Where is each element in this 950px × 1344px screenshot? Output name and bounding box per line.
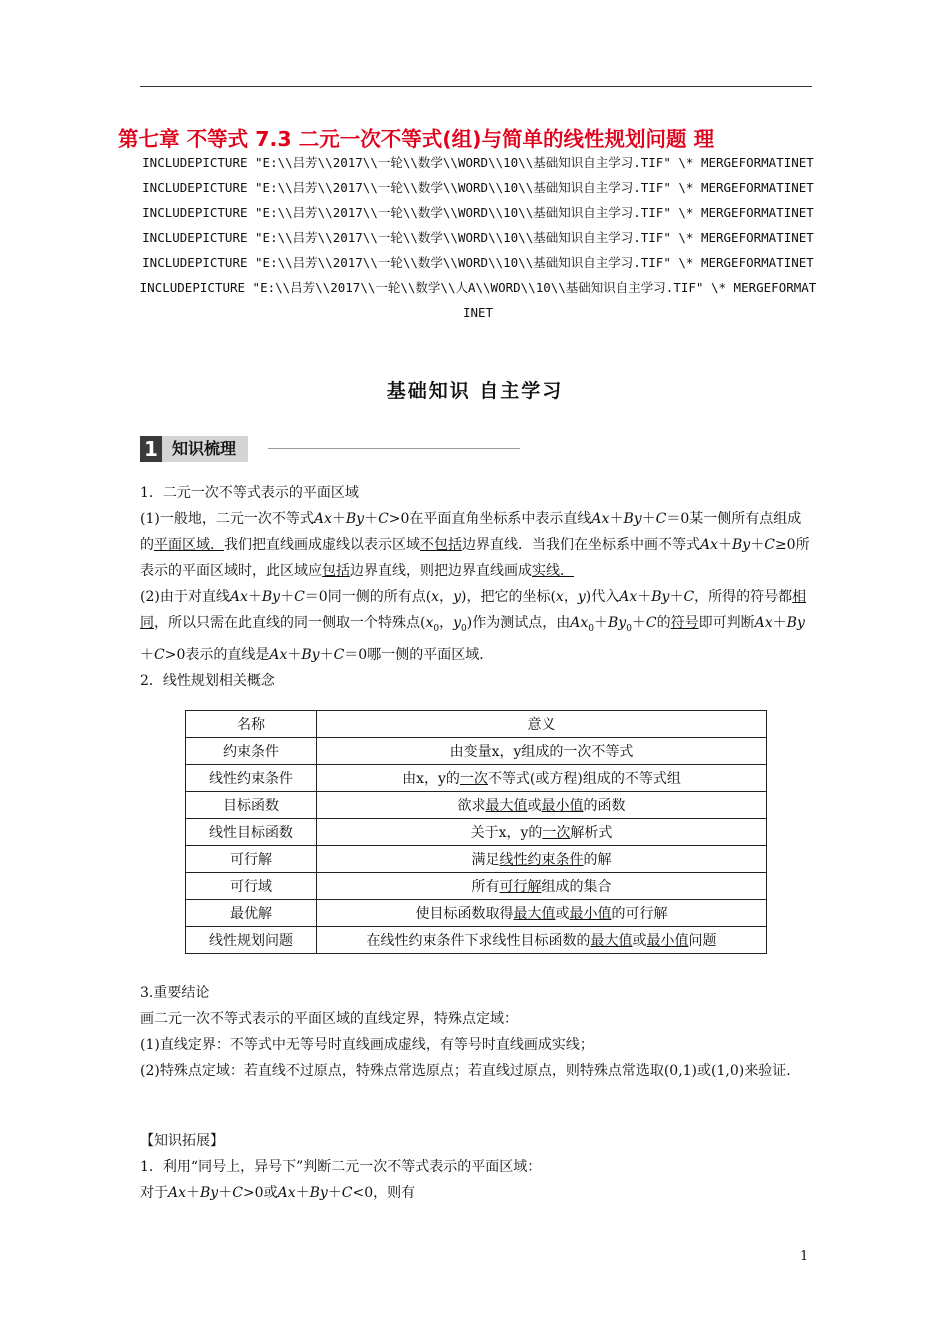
extension-heading: 【知识拓展】 (140, 1133, 224, 1149)
column-header-meaning: 意义 (317, 711, 767, 738)
table-row: 约束条件 由变量x，y组成的一次不等式 (186, 738, 767, 765)
table-row: 可行域 所有可行解组成的集合 (186, 873, 767, 900)
table-header-row (186, 711, 767, 738)
page-number: 1 (800, 1249, 809, 1264)
concepts-table (185, 710, 767, 954)
table-row: 线性规划问题 在线性约束条件下求线性目标函数的最大值或最小值问题 (186, 927, 767, 954)
includepicture-field-codes: INCLUDEPICTURE "E:\\吕芳\\2017\\一轮\\数学\\WORD\\10\\基础知识自主学习.TIF" \* MERGEFORMATINET INCLUDEPICTURE "E:\\吕芳\\2017\\一轮\\数学\\WORD\\10\\基础知识自主学习.TIF" \* MERGEFORMATINET INCLUDEPICTURE "E:\\吕芳\\2017\\一轮\\数学\\WORD\\10\\基础知识自主学习.TIF" \* MERGEFORMATINET INCLUDEPICTURE "E:\\吕芳\\2017\\一轮\\数学\\WORD\\10\\基础知识自主学习.TIF" \* MERGEFORMATINET INCLUDEPICTURE "E:\\吕芳\\2017\\一轮\\数学\\WORD\\10\\基础知识自主学习.TIF" \* MERGEFORMATINET INCLUDEPICTURE "E:\\吕芳\\2017\\一轮\\数学\\人A\\WORD\\10\\基础知识自主学习.TIF" \* MERGEFORMATINET (139, 155, 817, 320)
section-1-heading: 1．二元一次不等式表示的平面区域 (140, 485, 359, 501)
section-3-line-3: (2)特殊点定域：若直线不过原点，特殊点常选原点；若直线过原点，则特殊点常选取(0,1)或(1,0)来验证． (140, 1063, 801, 1079)
section-3 (140, 980, 812, 1084)
table-row: 目标函数 欲求最大值或最小值的函数 (186, 792, 767, 819)
section-2-heading: 2．线性规划相关概念 (140, 672, 275, 689)
knowledge-block-header (140, 436, 530, 462)
document-title: 第七章 不等式 7.3 二元一次不等式(组)与简单的线性规划问题 理 (118, 127, 715, 151)
section-heading: 基础知识 自主学习 (386, 380, 564, 402)
block-label: 知识梳理 (162, 436, 248, 462)
table-row: 线性目标函数 关于x，y的一次解析式 (186, 819, 767, 846)
section-1-paragraph-2: (2)由于对直线Ax＋By＋C＝0同一侧的所有点(x，y)，把它的坐标(x，y)代入Ax＋By＋C，所得的符号都相同，所以只需在此直线的同一侧取一个特殊点($x_0$，$y_0$)作为测试点，由$Ax_0+By_0+C$的符号即可判断Ax＋By＋C>0表示的直线是Ax＋By＋C＝0哪一侧的平面区域． (140, 589, 807, 663)
section-3-line-1: 画二元一次不等式表示的平面区域的直线定界，特殊点定域： (140, 1011, 518, 1027)
block-number: 1 (140, 436, 162, 462)
block-divider (268, 448, 520, 449)
section-3-line-2: (1)直线定界：不等式中无等号时直线画成虚线，有等号时直线画成实线； (140, 1037, 594, 1053)
section-3-heading: 3.重要结论 (140, 985, 210, 1001)
table-row: 线性约束条件 由x，y的一次不等式(或方程)组成的不等式组 (186, 765, 767, 792)
extension-line-1: 1．利用“同号上，异号下”判断二元一次不等式表示的平面区域： (140, 1159, 542, 1175)
section-1-paragraph-1: (1)一般地，二元一次不等式Ax＋By＋C>0在平面直角坐标系中表示直线Ax＋By＋C＝0某一侧所有点组成的平面区域．我们把直线画成虚线以表示区域不包括边界直线．当我们在坐标系中画不等式Ax＋By＋C≥0所表示的平面区域时，此区域应包括边界直线，则把边界直线画成实线． (140, 511, 810, 579)
knowledge-extension (140, 1128, 812, 1206)
section-1 (140, 480, 812, 694)
table-row: 可行解 满足线性约束条件的解 (186, 846, 767, 873)
table-row: 最优解 使目标函数取得最大值或最小值的可行解 (186, 900, 767, 927)
column-header-name: 名称 (186, 711, 317, 738)
header-rule (140, 86, 812, 87)
extension-line-2: 对于Ax＋By＋C>0或Ax＋By＋C<0，则有 (140, 1185, 416, 1201)
